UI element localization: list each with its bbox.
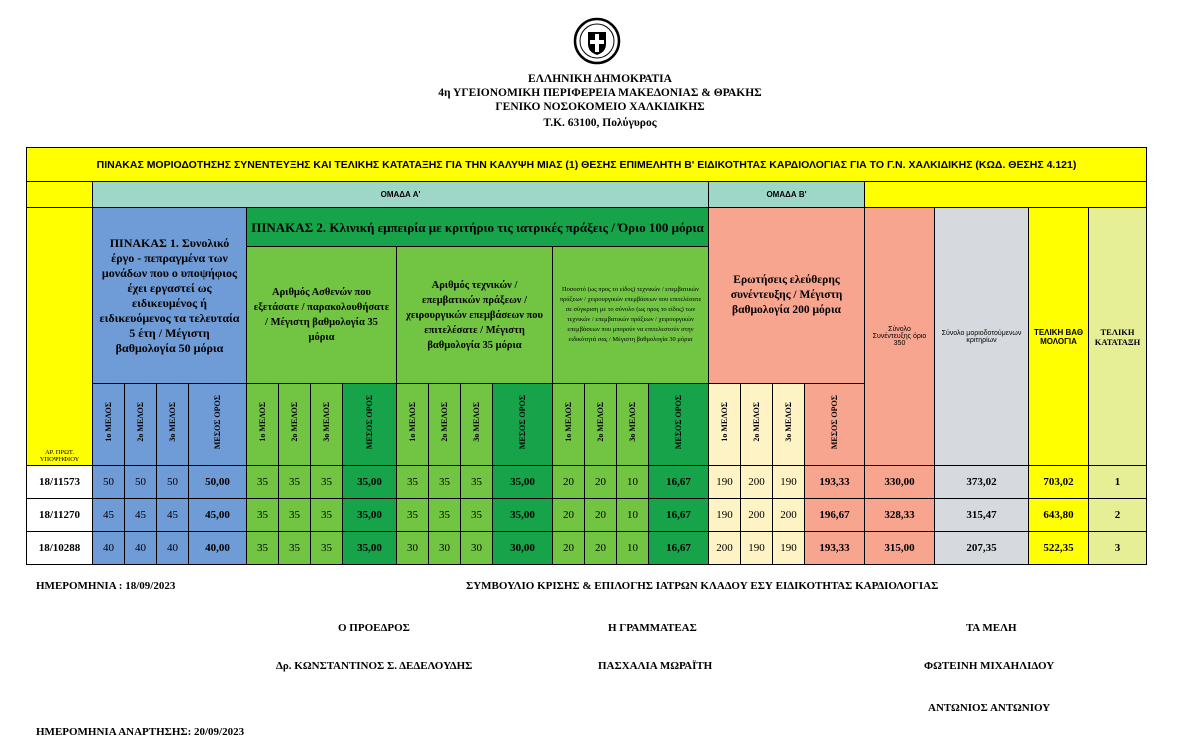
group-1-average-header xyxy=(189,384,247,466)
b-member-2-cell: 30 xyxy=(429,532,461,565)
group-3-member-1-header xyxy=(397,384,429,466)
a-member-2-cell: 35 xyxy=(279,466,311,499)
p1-member-2-cell: 45 xyxy=(125,499,157,532)
applicant-id-cell: 18/10288 xyxy=(27,532,93,565)
final-rank-header: ΤΕΛΙΚΗ ΚΑΤΑΤΑΞΗ xyxy=(1089,208,1147,466)
total-criteria-cell: 315,47 xyxy=(935,499,1029,532)
c-member-3-cell: 10 xyxy=(617,499,649,532)
final-rank-cell: 3 xyxy=(1089,532,1147,565)
vertical-label: 2ο ΜΕΛΟΣ xyxy=(596,402,605,442)
b-member-2-cell: 35 xyxy=(429,466,461,499)
vertical-label: 3ο ΜΕΛΟΣ xyxy=(628,402,637,442)
posting-date-label: ΗΜΕΡΟΜΗΝΙΑ ΑΝΑΡΤΗΣΗΣ: 20/09/2023 xyxy=(36,726,245,738)
total-criteria-cell: 373,02 xyxy=(935,466,1029,499)
vertical-label: 2ο ΜΕΛΟΣ xyxy=(290,402,299,442)
final-score-cell: 703,02 xyxy=(1029,466,1089,499)
table-title: ΠΙΝΑΚΑΣ ΜΟΡΙΟΔΟΤΗΣΗΣ ΣΥΝΕΝΤΕΥΞΗΣ ΚΑΙ ΤΕΛΙΚΗΣ ΚΑΤΑΤΑΞΗΣ ΓΙΑ ΤΗΝ ΚΑΛΥΨΗ ΜΙΑΣ (1) ΘΕΣΗΣ ΕΠΙΜΕΛΗΤΗ Β' ΕΙΔΙΚΟΤΗΤΑΣ ΚΑΡΔΙΟΛΟΓΙΑΣ ΓΙΑ ΤΟ Γ.Ν. ΧΑΛΚΙΔΙΚΗΣ (ΚΩΔ. ΘΕΣΗΣ 4.121) xyxy=(27,148,1147,182)
group-1-member-1-header xyxy=(93,384,125,466)
committee-label: ΣΥΜΒΟΥΛΙΟ ΚΡΙΣΗΣ & ΕΠΙΛΟΓΗΣ ΙΑΤΡΩΝ ΚΛΑΔΟΥ ΕΣΥ ΕΙΔΙΚΟΤΗΤΑΣ ΚΑΡΔΙΟΛΟΓΙΑΣ xyxy=(466,580,939,592)
c-member-1-cell: 20 xyxy=(553,499,585,532)
iv-member-2-cell: 190 xyxy=(741,532,773,565)
iv-member-3-cell: 190 xyxy=(773,466,805,499)
vertical-label: ΜΕΣΟΣ ΟΡΟΣ xyxy=(830,394,839,450)
table-row xyxy=(27,532,1147,565)
iv-member-1-cell: 190 xyxy=(709,499,741,532)
vertical-label: 3ο ΜΕΛΟΣ xyxy=(784,402,793,442)
group-5-member-1-header xyxy=(709,384,741,466)
a-average-cell: 35,00 xyxy=(343,532,397,565)
p1-average-cell: 50,00 xyxy=(189,466,247,499)
b-average-cell: 30,00 xyxy=(493,532,553,565)
p1-member-3-cell: 45 xyxy=(157,499,189,532)
c-average-cell: 16,67 xyxy=(649,499,709,532)
vertical-label: 2ο ΜΕΛΟΣ xyxy=(136,402,145,442)
date-label: ΗΜΕΡΟΜΗΝΙΑ : 18/09/2023 xyxy=(36,580,176,592)
table-row xyxy=(27,499,1147,532)
group-2-average-header xyxy=(343,384,397,466)
total-interview-cell: 315,00 xyxy=(865,532,935,565)
scoring-table xyxy=(26,147,1147,565)
b-member-3-cell: 35 xyxy=(461,466,493,499)
group-2-member-1-header xyxy=(247,384,279,466)
c-member-2-cell: 20 xyxy=(585,532,617,565)
group-3-member-3-header xyxy=(461,384,493,466)
group-5-member-2-header xyxy=(741,384,773,466)
members-title: ΤΑ ΜΕΛΗ xyxy=(966,622,1017,634)
c-member-1-cell: 20 xyxy=(553,532,585,565)
b-member-1-cell: 35 xyxy=(397,499,429,532)
group-a-header: ΟΜΑΔΑ Α' xyxy=(93,182,709,208)
vertical-label: 3ο ΜΕΛΟΣ xyxy=(168,402,177,442)
b-average-cell: 35,00 xyxy=(493,499,553,532)
iv-member-1-cell: 200 xyxy=(709,532,741,565)
blank-cell xyxy=(865,182,1147,208)
group-4-average-header xyxy=(649,384,709,466)
p1-average-cell: 45,00 xyxy=(189,499,247,532)
a-member-2-cell: 35 xyxy=(279,532,311,565)
final-rank-cell: 2 xyxy=(1089,499,1147,532)
a-member-1-cell: 35 xyxy=(247,466,279,499)
b-member-2-cell: 35 xyxy=(429,499,461,532)
header-line-1: ΕΛΛΗΝΙΚΗ ΔΗΜΟΚΡΑΤΙΑ xyxy=(528,73,672,85)
vertical-label: 3ο ΜΕΛΟΣ xyxy=(472,402,481,442)
p1-member-3-cell: 50 xyxy=(157,466,189,499)
pinakas-2-header: ΠΙΝΑΚΑΣ 2. Κλινική εμπειρία με κριτήριο τις ιατρικές πράξεις / Όριο 100 μόρια xyxy=(247,208,709,247)
b-member-1-cell: 35 xyxy=(397,466,429,499)
table-row xyxy=(27,466,1147,499)
vertical-label: ΜΕΣΟΣ ΟΡΟΣ xyxy=(674,394,683,450)
vertical-label: 1ο ΜΕΛΟΣ xyxy=(720,402,729,442)
group-b-header: ΟΜΑΔΑ Β' xyxy=(709,182,865,208)
b-member-1-cell: 30 xyxy=(397,532,429,565)
applicant-id-cell: 18/11573 xyxy=(27,466,93,499)
group-4-member-3-header xyxy=(617,384,649,466)
subheader-patients: Αριθμός Ασθενών που εξετάσατε / παρακολουθήσατε / Μέγιστη βαθμολογία 35 μόρια xyxy=(247,247,397,384)
a-member-3-cell: 35 xyxy=(311,532,343,565)
iv-member-2-cell: 200 xyxy=(741,499,773,532)
vertical-label: ΜΕΣΟΣ ΟΡΟΣ xyxy=(213,394,222,450)
p1-member-2-cell: 50 xyxy=(125,466,157,499)
group-2-member-2-header xyxy=(279,384,311,466)
a-average-cell: 35,00 xyxy=(343,466,397,499)
c-member-2-cell: 20 xyxy=(585,499,617,532)
interview-header: Ερωτήσεις ελεύθερης συνέντευξης / Μέγιστη βαθμολογία 200 μόρια xyxy=(709,208,865,384)
c-member-3-cell: 10 xyxy=(617,466,649,499)
vertical-label: ΜΕΣΟΣ ΟΡΟΣ xyxy=(518,394,527,450)
group-1-member-2-header xyxy=(125,384,157,466)
b-member-3-cell: 35 xyxy=(461,499,493,532)
vertical-label: 2ο ΜΕΛΟΣ xyxy=(752,402,761,442)
vertical-label: 1ο ΜΕΛΟΣ xyxy=(104,402,113,442)
b-average-cell: 35,00 xyxy=(493,466,553,499)
total-criteria-header: Σύνολο μοριοδοτούμενων κριτηρίων xyxy=(935,208,1029,466)
iv-average-cell: 193,33 xyxy=(805,466,865,499)
applicant-column-header: ΑΡ. ΠΡΩΤ. ΥΠΟΨΗΦΙΟΥ xyxy=(27,208,93,466)
c-member-3-cell: 10 xyxy=(617,532,649,565)
secretary-title: Η ΓΡΑΜΜΑΤΕΑΣ xyxy=(608,622,697,634)
a-member-1-cell: 35 xyxy=(247,532,279,565)
member-2-name: ΑΝΤΩΝΙΟΣ ΑΝΤΩΝΙΟΥ xyxy=(928,702,1051,714)
iv-member-1-cell: 190 xyxy=(709,466,741,499)
c-average-cell: 16,67 xyxy=(649,466,709,499)
subheader-procedures: Αριθμός τεχνικών / επεμβατικών πράξεων / χειρουργικών επεμβάσεων που επιτελέσατε / Μέγιστη βαθμολογία 35 μόρια xyxy=(397,247,553,384)
c-member-2-cell: 20 xyxy=(585,466,617,499)
final-rank-cell: 1 xyxy=(1089,466,1147,499)
vertical-label: 1ο ΜΕΛΟΣ xyxy=(564,402,573,442)
header-line-3: ΓΕΝΙΚΟ ΝΟΣΟΚΟΜΕΙΟ ΧΑΛΚΙΔΙΚΗΣ xyxy=(495,101,705,113)
total-interview-cell: 328,33 xyxy=(865,499,935,532)
group-2-member-3-header xyxy=(311,384,343,466)
c-member-1-cell: 20 xyxy=(553,466,585,499)
iv-average-cell: 196,67 xyxy=(805,499,865,532)
a-member-3-cell: 35 xyxy=(311,499,343,532)
president-name: Δρ. ΚΩΝΣΤΑΝΤΙΝΟΣ Σ. ΔΕΔΕΛΟΥΔΗΣ xyxy=(276,660,473,672)
final-score-header: ΤΕΛΙΚΗ ΒΑΘΜΟΛΟΓΙΑ xyxy=(1029,208,1089,466)
a-member-2-cell: 35 xyxy=(279,499,311,532)
group-4-member-1-header xyxy=(553,384,585,466)
total-criteria-cell: 207,35 xyxy=(935,532,1029,565)
header-line-4: Τ.Κ. 63100, Πολύγυρος xyxy=(543,117,657,129)
p1-member-3-cell: 40 xyxy=(157,532,189,565)
group-3-average-header xyxy=(493,384,553,466)
total-interview-header: Σύνολο Συνέντευξης όριο 350 xyxy=(865,208,935,466)
p1-average-cell: 40,00 xyxy=(189,532,247,565)
p1-member-2-cell: 40 xyxy=(125,532,157,565)
total-interview-cell: 330,00 xyxy=(865,466,935,499)
secretary-name: ΠΑΣΧΑΛΙΑ ΜΩΡΑΪΤΗ xyxy=(598,660,713,672)
final-score-cell: 522,35 xyxy=(1029,532,1089,565)
vertical-label: 1ο ΜΕΛΟΣ xyxy=(258,402,267,442)
iv-member-2-cell: 200 xyxy=(741,466,773,499)
vertical-label: 3ο ΜΕΛΟΣ xyxy=(322,402,331,442)
header-line-2: 4η ΥΓΕΙΟΝΟΜΙΚΗ ΠΕΡΙΦΕΡΕΙΑ ΜΑΚΕΔΟΝΙΑΣ & ΘΡΑΚΗΣ xyxy=(438,87,762,99)
member-1-name: ΦΩΤΕΙΝΗ ΜΙΧΑΗΛΙΔΟΥ xyxy=(924,660,1055,672)
p1-member-1-cell: 40 xyxy=(93,532,125,565)
p1-member-1-cell: 45 xyxy=(93,499,125,532)
iv-average-cell: 193,33 xyxy=(805,532,865,565)
applicant-id-cell: 18/11270 xyxy=(27,499,93,532)
a-member-3-cell: 35 xyxy=(311,466,343,499)
vertical-label: 1ο ΜΕΛΟΣ xyxy=(408,402,417,442)
group-3-member-2-header xyxy=(429,384,461,466)
a-average-cell: 35,00 xyxy=(343,499,397,532)
president-title: Ο ΠΡΟΕΔΡΟΣ xyxy=(338,622,410,634)
blank-cell xyxy=(27,182,93,208)
c-average-cell: 16,67 xyxy=(649,532,709,565)
p1-member-1-cell: 50 xyxy=(93,466,125,499)
vertical-label: 2ο ΜΕΛΟΣ xyxy=(440,402,449,442)
subheader-percentage: Ποσοστό (ως προς το είδος) τεχνικών / επεμβατικών πράξεων / χειρουργικών επεμβάσεων που επιτελέσατε σε σύγκριση με το σύνολο (ως προς το είδος) των τεχνικών / επεμβατικών πράξεων / χειρουργικών επεμβάσεων που μπορούν να επιτελεστούν στην ειδικότητά σας / Μέγιστη βαθμολογία 30 μόρια xyxy=(553,247,709,384)
greek-coat-of-arms-icon xyxy=(572,16,622,66)
vertical-label: ΜΕΣΟΣ ΟΡΟΣ xyxy=(365,394,374,450)
group-4-member-2-header xyxy=(585,384,617,466)
group-5-average-header xyxy=(805,384,865,466)
a-member-1-cell: 35 xyxy=(247,499,279,532)
b-member-3-cell: 30 xyxy=(461,532,493,565)
final-score-cell: 643,80 xyxy=(1029,499,1089,532)
iv-member-3-cell: 190 xyxy=(773,532,805,565)
group-5-member-3-header xyxy=(773,384,805,466)
iv-member-3-cell: 200 xyxy=(773,499,805,532)
pinakas-1-header: ΠΙΝΑΚΑΣ 1. Συνολικό έργο - πεπραγμένα των μονάδων που ο υποψήφιος έχει εργαστεί ως ειδικευμένος ή ειδικευόμενος τα τελευταία 5 έτη / Μέγιστη βαθμολογία 50 μόρια xyxy=(93,208,247,384)
group-1-member-3-header xyxy=(157,384,189,466)
